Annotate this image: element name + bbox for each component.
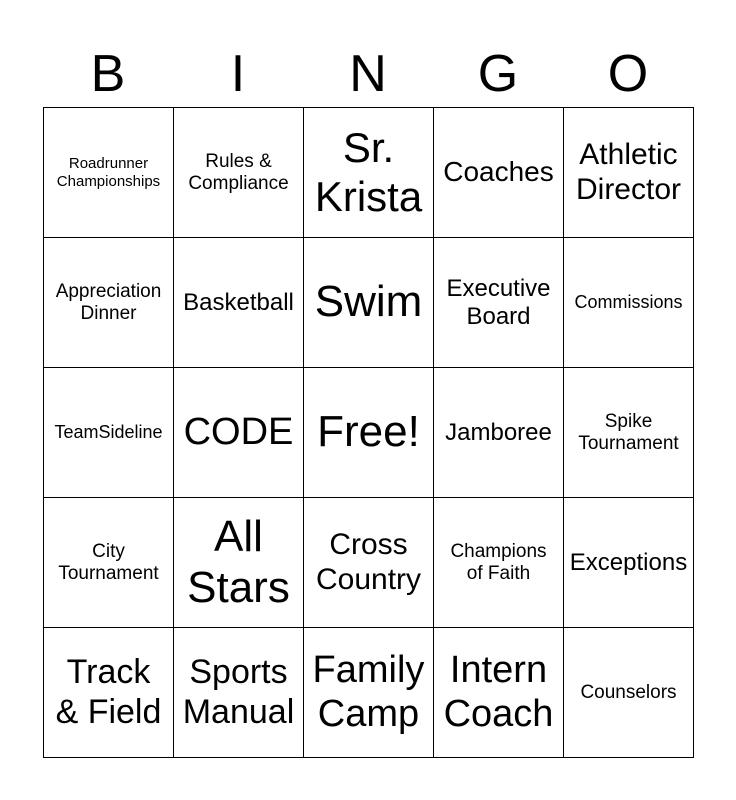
cell-label: Family Camp xyxy=(312,648,425,735)
header-letter-o: O xyxy=(607,45,649,103)
cell-label: Swim xyxy=(314,277,423,327)
bingo-cell[interactable] xyxy=(304,498,434,628)
header-letter-g: G xyxy=(477,45,519,103)
bingo-cell[interactable] xyxy=(564,238,694,368)
bingo-board xyxy=(43,107,694,758)
bingo-cell[interactable] xyxy=(434,498,564,628)
bingo-cell[interactable] xyxy=(434,628,564,758)
bingo-cell[interactable] xyxy=(174,108,304,238)
bingo-cell[interactable] xyxy=(174,628,304,758)
cell-label: Basketball xyxy=(183,288,294,316)
bingo-cell[interactable] xyxy=(564,108,694,238)
bingo-cell[interactable] xyxy=(304,628,434,758)
header-letter-b: B xyxy=(90,45,126,103)
free-space-cell[interactable] xyxy=(304,368,434,498)
header-letter-n: N xyxy=(349,45,387,103)
bingo-cell[interactable] xyxy=(44,368,174,498)
cell-label: Commissions xyxy=(574,292,683,313)
bingo-cell[interactable] xyxy=(564,628,694,758)
bingo-cell[interactable] xyxy=(434,368,564,498)
cell-label: Athletic Director xyxy=(575,138,681,206)
bingo-cell[interactable] xyxy=(174,498,304,628)
cell-label: City Tournament xyxy=(58,540,159,584)
bingo-cell[interactable] xyxy=(304,238,434,368)
bingo-header xyxy=(43,40,693,108)
bingo-cell[interactable] xyxy=(44,108,174,238)
cell-label: Roadrunner Championships xyxy=(56,155,161,190)
bingo-cell[interactable] xyxy=(434,108,564,238)
cell-label: Cross Country xyxy=(315,528,422,596)
cell-label: Sports Manual xyxy=(182,653,295,731)
cell-label: Counselors xyxy=(580,681,677,703)
cell-label: Spike Tournament xyxy=(578,410,679,454)
bingo-cell[interactable] xyxy=(564,368,694,498)
cell-label: TeamSideline xyxy=(54,422,163,443)
bingo-cell[interactable] xyxy=(44,498,174,628)
cell-label: Jamboree xyxy=(445,418,552,446)
cell-label: Executive Board xyxy=(446,274,551,330)
cell-label: Appreciation Dinner xyxy=(55,280,162,324)
bingo-cell[interactable] xyxy=(44,238,174,368)
cell-label: Intern Coach xyxy=(443,648,554,735)
cell-label: Coaches xyxy=(443,156,554,188)
cell-label: All Stars xyxy=(187,511,290,612)
cell-label: Sr. Krista xyxy=(314,124,423,220)
header-letter-i: I xyxy=(230,45,246,103)
cell-label: Champions of Faith xyxy=(450,540,547,584)
bingo-cell[interactable] xyxy=(44,628,174,758)
bingo-cell[interactable] xyxy=(434,238,564,368)
cell-label: CODE xyxy=(183,410,294,453)
bingo-cell[interactable] xyxy=(304,108,434,238)
bingo-cell[interactable] xyxy=(564,498,694,628)
free-space-label: Free! xyxy=(317,407,420,457)
cell-label: Exceptions xyxy=(569,548,688,576)
bingo-cell[interactable] xyxy=(174,368,304,498)
cell-label: Track & Field xyxy=(55,653,162,731)
cell-label: Rules & Compliance xyxy=(188,150,289,194)
bingo-cell[interactable] xyxy=(174,238,304,368)
